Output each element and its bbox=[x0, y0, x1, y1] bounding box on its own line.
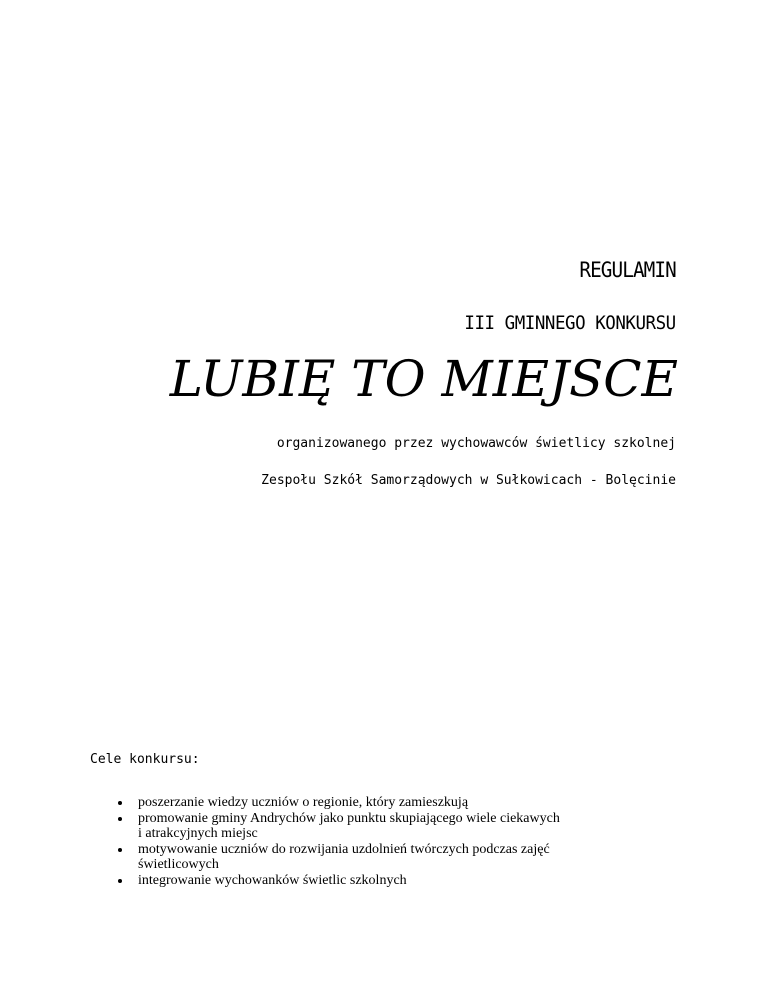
contest-title: LUBIĘ TO MIEJSCE bbox=[169, 350, 678, 408]
organizer-line-2: Zespołu Szkół Samorządowych w Sułkowicach - Bolęcinie bbox=[261, 473, 676, 488]
list-item bbox=[118, 873, 678, 889]
list-item-text: integrowanie wychowanków świetlic szkolnych bbox=[138, 872, 407, 888]
bullet-icon bbox=[118, 879, 122, 883]
goals-list bbox=[118, 795, 678, 888]
organizer-line-1: organizowanego przez wychowawców świetlicy szkolnej bbox=[276, 436, 676, 451]
goals-heading: Cele konkursu: bbox=[90, 752, 200, 767]
document-heading: REGULAMIN bbox=[579, 258, 676, 282]
list-item bbox=[118, 795, 678, 811]
list-item-text: promowanie gminy Andrychów jako punktu skupiającego wiele ciekawych bbox=[138, 810, 560, 826]
list-item-text: motywowanie uczniów do rozwijania uzdolnień twórczych podczas zajęć bbox=[138, 841, 550, 857]
list-item bbox=[118, 811, 678, 842]
bullet-icon bbox=[118, 817, 122, 821]
contest-subtitle: III GMINNEGO KONKURSU bbox=[464, 312, 676, 334]
list-item-text: poszerzanie wiedzy uczniów o regionie, który zamieszkują bbox=[138, 795, 469, 810]
bullet-icon bbox=[118, 801, 122, 805]
list-item-text-continuation: świetlicowych bbox=[138, 857, 219, 872]
bullet-icon bbox=[118, 848, 122, 852]
list-item bbox=[118, 842, 678, 873]
list-item-text-continuation: i atrakcyjnych miejsc bbox=[138, 826, 258, 841]
